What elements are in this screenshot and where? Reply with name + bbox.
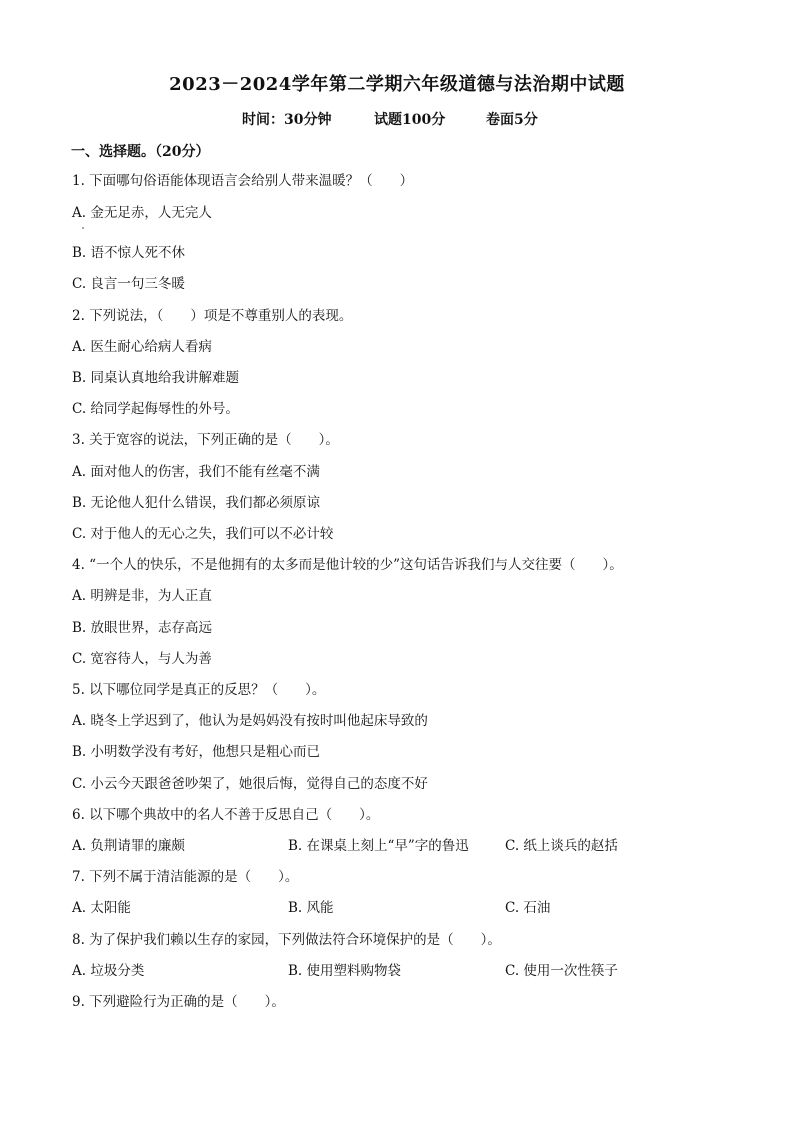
question-6-option-b: B. 在课桌上刻上“早”字的鲁迅	[288, 838, 469, 854]
question-1-option-c: C. 良言一句三冬暖	[72, 276, 185, 292]
question-8-option-c: C. 使用一次性筷子	[505, 963, 618, 979]
question-9-stem: 9. 下列避险行为正确的是（ ）。	[72, 994, 285, 1010]
question-3-option-c: C. 对于他人的无心之失，我们可以不必计较	[72, 526, 334, 542]
exam-score: 试题100分	[374, 112, 446, 128]
question-8-option-a: A. 垃圾分类	[72, 963, 145, 979]
question-4-option-c: C. 宽容待人，与人为善	[72, 651, 212, 667]
question-7-option-b: B. 风能	[288, 900, 334, 916]
question-6-option-c: C. 纸上谈兵的赵括	[505, 838, 618, 854]
question-8-stem: 8. 为了保护我们赖以生存的家园，下列做法符合环境保护的是（ ）。	[72, 932, 501, 948]
question-5-option-b: B. 小明数学没有考好，他想只是粗心而已	[72, 744, 321, 760]
question-3-option-a: A. 面对他人的伤害，我们不能有丝毫不满	[72, 464, 320, 480]
question-5-option-c: C. 小云今天跟爸爸吵架了，她很后悔，觉得自己的态度不好	[72, 776, 428, 792]
exam-time: 时间：30分钟	[242, 112, 332, 128]
question-2-option-c: C. 给同学起侮辱性的外号。	[72, 401, 239, 417]
scan-speck	[82, 227, 84, 229]
question-6-option-a: A. 负荆请罪的廉颇	[72, 838, 185, 854]
section-title: 一、选择题。（20分）	[71, 144, 210, 160]
question-1-option-b: B. 语不惊人死不休	[72, 245, 186, 261]
exam-neatness-score: 卷面5分	[486, 112, 538, 128]
exam-title: 2023－2024学年第二学期六年级道德与法治期中试题	[169, 74, 625, 95]
question-5-option-a: A. 晓冬上学迟到了，他认为是妈妈没有按时叫他起床导致的	[72, 713, 428, 729]
question-3-stem: 3. 关于宽容的说法，下列正确的是（ ）。	[72, 432, 339, 448]
question-4-option-a: A. 明辨是非，为人正直	[72, 588, 212, 604]
question-2-option-a: A. 医生耐心给病人看病	[72, 339, 212, 355]
question-7-stem: 7. 下列不属于清洁能源的是（ ）。	[72, 869, 299, 885]
question-2-stem: 2. 下列说法，（ ）项是不尊重别人的表现。	[72, 308, 353, 324]
question-6-stem: 6. 以下哪个典故中的名人不善于反思自己（ ）。	[72, 807, 380, 823]
question-7-option-c: C. 石油	[505, 900, 551, 916]
question-1-option-a: A. 金无足赤，人无完人	[72, 205, 212, 221]
question-3-option-b: B. 无论他人犯什么错误，我们都必须原谅	[72, 495, 321, 511]
question-2-option-b: B. 同桌认真地给我讲解难题	[72, 370, 240, 386]
question-1-stem: 1. 下面哪句俗语能体现语言会给别人带来温暖？（ ）	[72, 173, 414, 189]
question-4-option-b: B. 放眼世界，志存高远	[72, 620, 213, 636]
question-4-stem: 4. “一个人的快乐，不是他拥有的太多而是他计较的少”这句话告诉我们与人交往要（ ）。	[72, 557, 623, 573]
question-5-stem: 5. 以下哪位同学是真正的反思？（ ）。	[72, 682, 326, 698]
question-8-option-b: B. 使用塑料购物袋	[288, 963, 402, 979]
question-7-option-a: A. 太阳能	[72, 900, 131, 916]
